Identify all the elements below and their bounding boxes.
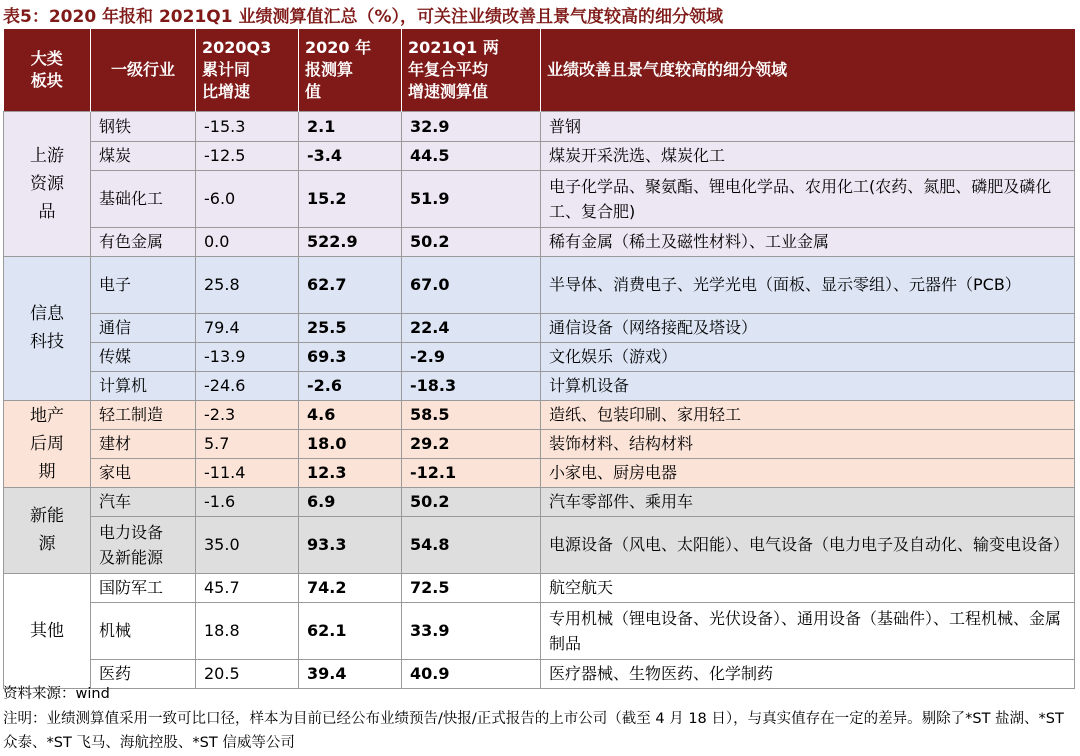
q1-cagr-cell: -2.9: [402, 342, 541, 371]
industry-cell: 电子: [91, 256, 196, 313]
focus-areas-cell: 通信设备（网络接配及塔设）: [541, 313, 1075, 342]
fy2020-estimate-cell: 69.3: [299, 342, 402, 371]
fy2020-estimate-cell: 39.4: [299, 659, 402, 688]
focus-areas-cell: 计算机设备: [541, 371, 1075, 400]
focus-areas-cell: 汽车零部件、乘用车: [541, 487, 1075, 516]
q1-cagr-cell: 22.4: [402, 313, 541, 342]
header-industry: 一级行业: [91, 29, 196, 111]
fy2020-estimate-cell: 74.2: [299, 573, 402, 602]
industry-cell: 煤炭: [91, 141, 196, 170]
fy2020-estimate-cell: -3.4: [299, 141, 402, 170]
industry-cell: 家电: [91, 458, 196, 487]
header-sector: 大类 板块: [4, 29, 91, 111]
focus-areas-cell: 半导体、消费电子、光学光电（面板、显示零组）、元器件（PCB）: [541, 256, 1075, 313]
industry-cell: 建材: [91, 429, 196, 458]
table-row: [4, 313, 1075, 342]
q3-growth-cell: 5.7: [196, 429, 299, 458]
industry-cell: 计算机: [91, 371, 196, 400]
summary-table: [3, 29, 1075, 689]
footnotes: [3, 682, 1076, 756]
group-other-label: 其他: [4, 573, 91, 688]
focus-areas-cell: 文化娱乐（游戏）: [541, 342, 1075, 371]
header-2020-estimate: 2020 年 报测算 值: [299, 29, 402, 111]
industry-cell: 电力设备 及新能源: [91, 516, 196, 573]
header-focus-areas: 业绩改善且景气度较高的细分领域: [541, 29, 1075, 111]
q3-growth-cell: 25.8: [196, 256, 299, 313]
fy2020-estimate-cell: 25.5: [299, 313, 402, 342]
focus-areas-cell: 小家电、厨房电器: [541, 458, 1075, 487]
q3-growth-cell: -15.3: [196, 111, 299, 141]
industry-cell: 机械: [91, 602, 196, 659]
header-row: [4, 29, 1075, 111]
q1-cagr-cell: 50.2: [402, 487, 541, 516]
q1-cagr-cell: 40.9: [402, 659, 541, 688]
q3-growth-cell: -2.3: [196, 400, 299, 429]
fy2020-estimate-cell: 62.1: [299, 602, 402, 659]
group-upstream-label: 上游 资源 品: [4, 111, 91, 256]
fy2020-estimate-cell: 18.0: [299, 429, 402, 458]
q1-cagr-cell: 58.5: [402, 400, 541, 429]
q1-cagr-cell: 29.2: [402, 429, 541, 458]
q3-growth-cell: -1.6: [196, 487, 299, 516]
fy2020-estimate-cell: 93.3: [299, 516, 402, 573]
q3-growth-cell: -13.9: [196, 342, 299, 371]
table-row: [4, 170, 1075, 227]
fy2020-estimate-cell: 12.3: [299, 458, 402, 487]
header-2021q1-cagr: 2021Q1 两 年复合平均 增速测算值: [402, 29, 541, 111]
q3-growth-cell: 18.8: [196, 602, 299, 659]
group-info-tech-label: 信息 科技: [4, 256, 91, 400]
q3-growth-cell: -24.6: [196, 371, 299, 400]
group-new-energy-label: 新能 源: [4, 487, 91, 573]
q3-growth-cell: 35.0: [196, 516, 299, 573]
q3-growth-cell: 45.7: [196, 573, 299, 602]
focus-areas-cell: 航空航天: [541, 573, 1075, 602]
table-row: [4, 342, 1075, 371]
table-row: [4, 227, 1075, 256]
q1-cagr-cell: 54.8: [402, 516, 541, 573]
fy2020-estimate-cell: 62.7: [299, 256, 402, 313]
industry-cell: 有色金属: [91, 227, 196, 256]
industry-cell: 国防军工: [91, 573, 196, 602]
q1-cagr-cell: 67.0: [402, 256, 541, 313]
q3-growth-cell: -11.4: [196, 458, 299, 487]
table-row: [4, 573, 1075, 602]
q3-growth-cell: 20.5: [196, 659, 299, 688]
source-note: 资料来源：wind: [3, 686, 110, 702]
q1-cagr-cell: 33.9: [402, 602, 541, 659]
industry-cell: 汽车: [91, 487, 196, 516]
q1-cagr-cell: 50.2: [402, 227, 541, 256]
industry-cell: 基础化工: [91, 170, 196, 227]
table-row: [4, 516, 1075, 573]
group-property-cycle-label: 地产 后周 期: [4, 400, 91, 487]
q3-growth-cell: 79.4: [196, 313, 299, 342]
table-row: [4, 487, 1075, 516]
focus-areas-cell: 装饰材料、结构材料: [541, 429, 1075, 458]
focus-areas-cell: 医疗器械、生物医药、化学制药: [541, 659, 1075, 688]
fy2020-estimate-cell: 15.2: [299, 170, 402, 227]
focus-areas-cell: 造纸、包装印刷、家用轻工: [541, 400, 1075, 429]
focus-areas-cell: 电子化学品、聚氨酯、锂电化学品、农用化工(农药、氮肥、磷肥及磷化工、复合肥): [541, 170, 1075, 227]
q3-growth-cell: 0.0: [196, 227, 299, 256]
industry-cell: 通信: [91, 313, 196, 342]
q1-cagr-cell: 32.9: [402, 111, 541, 141]
focus-areas-cell: 专用机械（锂电设备、光伏设备）、通用设备（基础件）、工程机械、金属制品: [541, 602, 1075, 659]
fy2020-estimate-cell: 522.9: [299, 227, 402, 256]
q3-growth-cell: -6.0: [196, 170, 299, 227]
focus-areas-cell: 稀有金属（稀土及磁性材料）、工业金属: [541, 227, 1075, 256]
q1-cagr-cell: -12.1: [402, 458, 541, 487]
focus-areas-cell: 普钢: [541, 111, 1075, 141]
table-title: 表5：2020 年报和 2021Q1 业绩测算值汇总（%），可关注业绩改善且景气度较高的细分领域: [3, 7, 724, 27]
header-q3-growth: 2020Q3 累计同 比增速: [196, 29, 299, 111]
table-row: [4, 371, 1075, 400]
q1-cagr-cell: 44.5: [402, 141, 541, 170]
industry-cell: 轻工制造: [91, 400, 196, 429]
table-row: [4, 256, 1075, 313]
table-row: [4, 141, 1075, 170]
fy2020-estimate-cell: 4.6: [299, 400, 402, 429]
table-row: [4, 458, 1075, 487]
q1-cagr-cell: 51.9: [402, 170, 541, 227]
table-row: [4, 602, 1075, 659]
focus-areas-cell: 电源设备（风电、太阳能）、电气设备（电力电子及自动化、输变电设备）: [541, 516, 1075, 573]
remark-note: 注明：业绩测算值采用一致可比口径，样本为目前已经公布业绩预告/快报/正式报告的上市公司（截至 4 月 18 日），与真实值存在一定的差异。剔除了*ST 盐湖、*ST 众泰、*ST 飞马、海航控股、*ST 信威等公司: [3, 710, 1064, 751]
focus-areas-cell: 煤炭开采洗选、煤炭化工: [541, 141, 1075, 170]
fy2020-estimate-cell: 6.9: [299, 487, 402, 516]
industry-cell: 医药: [91, 659, 196, 688]
industry-cell: 钢铁: [91, 111, 196, 141]
fy2020-estimate-cell: -2.6: [299, 371, 402, 400]
q1-cagr-cell: 72.5: [402, 573, 541, 602]
q3-growth-cell: -12.5: [196, 141, 299, 170]
fy2020-estimate-cell: 2.1: [299, 111, 402, 141]
table-row: [4, 111, 1075, 141]
q1-cagr-cell: -18.3: [402, 371, 541, 400]
table-row: [4, 400, 1075, 429]
table-row: [4, 429, 1075, 458]
industry-cell: 传媒: [91, 342, 196, 371]
